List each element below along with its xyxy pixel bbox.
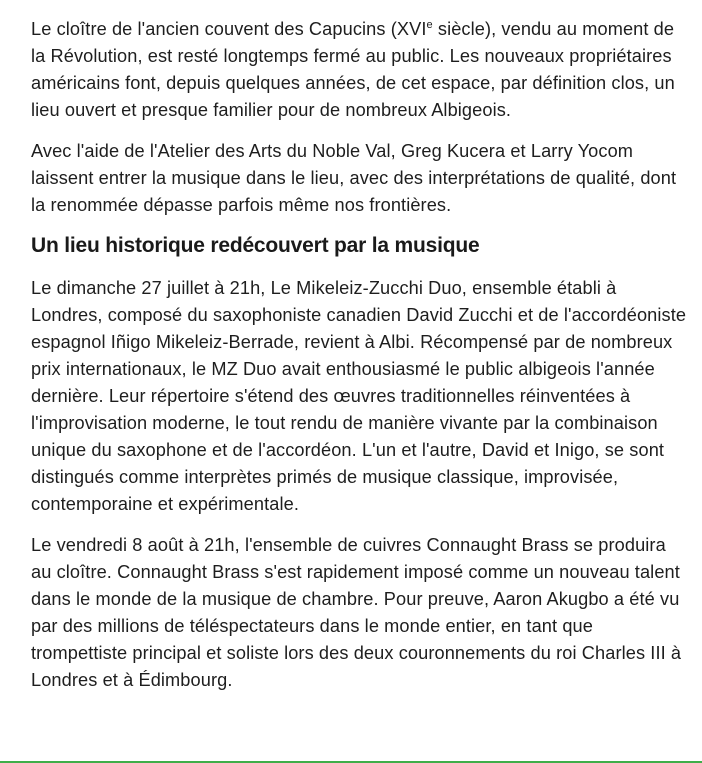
paragraph-intro: [31, 16, 691, 124]
paragraph-intro-start: Le cloître de l'ancien couvent des Capucins (XVI: [31, 19, 427, 39]
paragraph-atelier: Avec l'aide de l'Atelier des Arts du Noble Val, Greg Kucera et Larry Yocom laissent entrer la musique dans le lieu, avec des interprétations de qualité, dont la renommée dépasse parfois même nos frontières.: [31, 141, 677, 215]
paragraph-mz-duo: Le dimanche 27 juillet à 21h, Le Mikeleiz-Zucchi Duo, ensemble établi à Londres, composé du saxophoniste canadien David Zucchi et de l'accordéoniste espagnol Iñigo Mikeleiz-Berrade, revient à Albi. Récompensé par de nombreux prix internationaux, le MZ Duo avait enthousiasmé le public albigeois l'année dernière. Leur répertoire s'étend des œuvres traditionnelles réinventées à l'improvisation moderne, le tout rendu de manière vivante par la combinaison unique du saxophone et de l'accordéon. L'un et l'autre, David et Inigo, se sont distingués comme interprètes primés de musique classique, improvisée, contemporaine et expérimentale.: [31, 278, 687, 514]
paragraph-connaught-brass: Le vendredi 8 août à 21h, l'ensemble de cuivres Connaught Brass se produira au cloître. Connaught Brass s'est rapidement imposé comme un nouveau talent dans le monde de la musique de chambre. Pour preuve, Aaron Akugbo a été vu par des millions de téléspectateurs dans le monde entier, en tant que trompettiste principal et soliste lors des deux couronnements du roi Charles III à Londres et à Édimbourg.: [31, 535, 682, 690]
century-superscript: e: [426, 19, 433, 31]
paragraph-intro-rest: siècle), vendu au moment de la Révolution, est resté longtemps fermé au public. Les nouveaux propriétaires américains font, depuis quelques années, de cet espace, par définition clos, un lieu ouvert et presque familier pour de nombreux Albigeois.: [31, 19, 675, 120]
article-body: [31, 16, 691, 694]
section-heading: Un lieu historique redécouvert par la musique: [31, 234, 480, 257]
